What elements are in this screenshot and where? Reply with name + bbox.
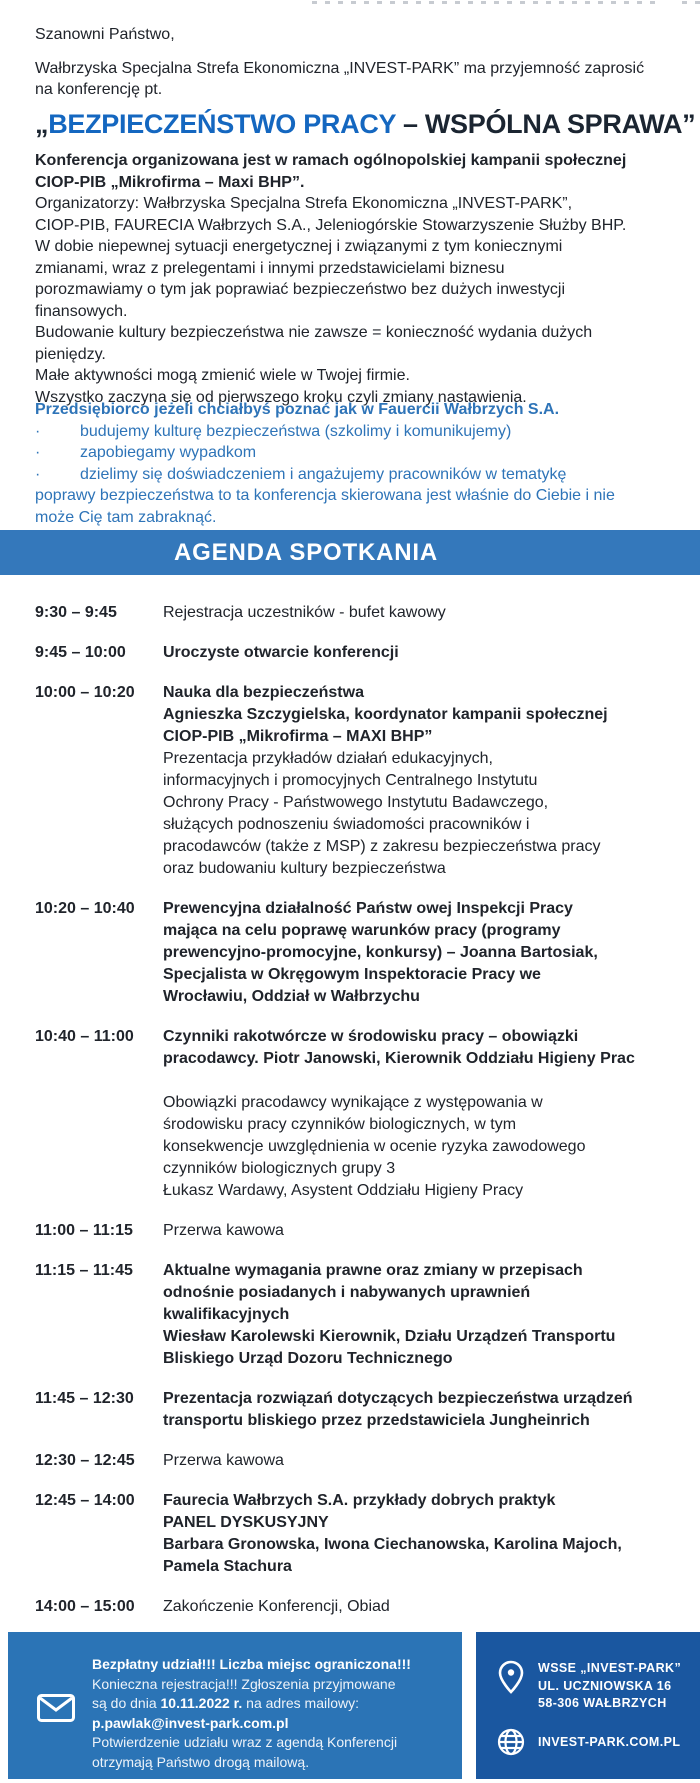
text-line: Prezentacja rozwiązań dotyczących bezpieczeństwa urządzeń xyxy=(163,1390,633,1407)
text-line: CIOP-PIB, FAURECIA Wałbrzych S.A., Jeleniogórskie Stowarzyszenie Służby BHP. xyxy=(35,216,627,234)
location-pin-icon xyxy=(496,1660,526,1694)
agenda-description xyxy=(163,642,675,664)
text-line: Organizatorzy: Wałbrzyska Specjalna Strefa Ekonomiczna „INVEST-PARK”, xyxy=(35,195,573,212)
agenda-time: 11:00 – 11:15 xyxy=(35,1222,133,1239)
address-name: WSSE „INVEST-PARK” xyxy=(538,1661,682,1675)
registration-box xyxy=(8,1632,462,1779)
agenda-description xyxy=(163,1388,675,1432)
address-text xyxy=(538,1660,681,1713)
text-line: odnośnie posiadanych i nabywanych uprawnień xyxy=(163,1284,531,1301)
bullet-text: dzielimy się doświadczeniem i angażujemy pracowników w tematykę xyxy=(80,465,567,483)
text-line: W dobie niepewnej sytuacji energetycznej i związanymi z tym koniecznymi xyxy=(35,238,563,255)
agenda-time: 12:45 – 14:00 xyxy=(35,1492,135,1509)
agenda-time: 14:00 – 15:00 xyxy=(35,1598,135,1615)
agenda-time: 12:30 – 12:45 xyxy=(35,1452,135,1469)
text-line: Wiesław Karolewski Kierownik, Działu Urządzeń Transportu xyxy=(163,1328,616,1345)
text-line: oraz budowaniu kultury bezpieczeństwa xyxy=(163,860,446,877)
agenda-time: 11:45 – 12:30 xyxy=(35,1390,134,1407)
text-line: Konferencja organizowana jest w ramach ogólnopolskiej kampanii społecznej xyxy=(35,152,627,169)
address-city: 58-306 WAŁBRZYCH xyxy=(538,1696,667,1710)
footer-section xyxy=(0,1632,700,1779)
agenda-description xyxy=(163,1220,675,1242)
envelope-icon xyxy=(37,1694,75,1722)
text-line: Uroczyste otwarcie konferencji xyxy=(163,644,399,661)
text-line: Wrocławiu, Oddział w Wałbrzychu xyxy=(163,988,420,1005)
text-line: mająca na celu poprawę warunków pracy (programy xyxy=(163,922,561,939)
agenda-item xyxy=(35,1388,675,1432)
invite-section xyxy=(35,399,670,528)
title-open-quote: „ xyxy=(35,108,49,139)
text-line: pieniędzy. xyxy=(35,345,106,363)
intro-paragraph xyxy=(35,58,670,101)
text-line: transportu bliskiego przez przedstawiciela Jungheinrich xyxy=(163,1412,590,1429)
text-line: Przerwa kawowa xyxy=(163,1222,284,1239)
lead-paragraph xyxy=(35,150,670,408)
text-line: CIOP-PIB „Mikrofirma – Maxi BHP”. xyxy=(35,173,305,191)
agenda-item xyxy=(35,1220,675,1242)
text-line: Ochrony Pracy - Państwowego Instytutu Badawczego, xyxy=(163,794,549,811)
agenda-item xyxy=(35,1596,675,1618)
title-blue-part: BEZPIECZEŃSTWO PRACY xyxy=(48,108,396,139)
text-line: Rejestracja uczestników - bufet kawowy xyxy=(163,604,446,621)
agenda-time: 10:20 – 10:40 xyxy=(35,900,135,917)
greeting-text: Szanowni Państwo, xyxy=(35,26,175,43)
text-line: Bliskiego Urząd Dozoru Technicznego xyxy=(163,1350,453,1367)
registration-email-link[interactable]: p.pawlak@invest-park.com.pl xyxy=(92,1714,289,1731)
text-line: Obowiązki pracodawcy wynikające z występowania w xyxy=(163,1094,543,1111)
intro-line: na konferencję pt. xyxy=(35,81,163,98)
deadline-date: 10.11.2022 r. xyxy=(160,1695,243,1711)
cropped-text-artifact xyxy=(682,1,700,4)
agenda-item xyxy=(35,602,675,624)
registration-required-line: Konieczna rejestracja!!! Zgłoszenia przyjmowane xyxy=(92,1675,396,1692)
text-line: Aktualne wymagania prawne oraz zmiany w przepisach xyxy=(163,1262,583,1279)
invite-bullet-list xyxy=(35,421,670,486)
agenda-description xyxy=(163,1490,675,1578)
text-line: Łukasz Wardawy, Asystent Oddziału Higieny Pracy xyxy=(163,1182,524,1199)
address-street: UL. UCZNIOWSKA 16 xyxy=(538,1678,672,1693)
invite-closing xyxy=(35,485,670,528)
text-line: czynników biologicznych grupy 3 xyxy=(163,1160,396,1177)
agenda-item xyxy=(35,1260,675,1370)
text-line: Czynniki rakotwórcze w środowisku pracy – obowiązki xyxy=(163,1028,579,1045)
website-link[interactable]: INVEST-PARK.COM.PL xyxy=(538,1735,681,1749)
agenda-description xyxy=(163,1260,675,1370)
text-line: Wszystko zaczyna się od pierwszego kroku czyli zmiany nastawienia. xyxy=(35,388,527,406)
text-line: kwalifikacyjnych xyxy=(163,1306,290,1323)
text-line: CIOP-PIB „Mikrofirma – MAXI BHP” xyxy=(163,728,433,745)
agenda-description xyxy=(163,1026,675,1202)
agenda-description xyxy=(163,602,675,624)
agenda-description xyxy=(163,1450,675,1472)
agenda-list xyxy=(35,602,675,1636)
text-line: PANEL DYSKUSYJNY xyxy=(163,1514,329,1531)
registration-text xyxy=(92,1655,454,1772)
text-line: Zakończenie Konferencji, Obiad xyxy=(163,1598,390,1615)
agenda-description xyxy=(163,1596,675,1618)
confirmation-line: otrzymają Państwo drogą mailową. xyxy=(92,1753,310,1770)
agenda-time: 9:45 – 10:00 xyxy=(35,644,126,661)
text-line: konsekwencje uwzględnienia w ocenie ryzyka zawodowego xyxy=(163,1138,586,1155)
agenda-time: 9:30 – 9:45 xyxy=(35,604,117,621)
bullet-dot: · xyxy=(35,422,41,440)
bullet-text: budujemy kulturę bezpieczeństwa (szkolimy i komunikujemy) xyxy=(80,422,512,440)
agenda-item xyxy=(35,682,675,880)
agenda-time: 10:40 – 11:00 xyxy=(35,1028,134,1045)
page-title xyxy=(35,108,696,139)
text-line: zmianami, wraz z prelegentami i innymi przedstawicielami biznesu xyxy=(35,259,505,277)
agenda-item xyxy=(35,898,675,1008)
deadline-post: na adres mailowy: xyxy=(242,1695,359,1711)
agenda-time: 10:00 – 10:20 xyxy=(35,684,135,701)
agenda-time: 11:15 – 11:45 xyxy=(35,1262,133,1279)
agenda-description xyxy=(163,682,675,880)
invite-bullet xyxy=(35,464,670,486)
agenda-item xyxy=(35,1450,675,1472)
text-line: Budowanie kultury bezpieczeństwa nie zawsze = konieczność wydania dużych xyxy=(35,324,593,341)
text-line xyxy=(163,1070,675,1092)
deadline-pre: są do dnia xyxy=(92,1695,161,1711)
website-row xyxy=(496,1728,680,1756)
bullet-dot: · xyxy=(35,465,41,483)
free-participation-line: Bezpłatny udział!!! Liczba miejsc ograniczona!!! xyxy=(92,1656,411,1672)
text-line: pracodawcy. Piotr Janowski, Kierownik Oddziału Higieny Prac xyxy=(163,1050,635,1067)
agenda-item xyxy=(35,642,675,664)
text-line: może Cię tam zabraknąć. xyxy=(35,508,217,526)
bullet-dot: · xyxy=(35,444,41,461)
bullet-text: zapobiegamy wypadkom xyxy=(80,444,257,461)
confirmation-line: Potwierdzenie udziału wraz z agendą Konferencji xyxy=(92,1734,398,1750)
text-line: Przerwa kawowa xyxy=(163,1452,284,1469)
text-line: finansowych. xyxy=(35,302,128,320)
deadline-line xyxy=(92,1694,454,1714)
text-line: środowisku pracy czynników biologicznych, w tym xyxy=(163,1116,517,1133)
invite-heading: Przedsiębiorco jeżeli chciałbyś poznać jak w Fauercii Wałbrzych S.A. xyxy=(35,401,560,418)
text-line: Agnieszka Szczygielska, koordynator kampanii społecznej xyxy=(163,706,608,723)
agenda-item xyxy=(35,1490,675,1578)
agenda-description xyxy=(163,898,675,1008)
globe-icon xyxy=(496,1728,526,1756)
address-row xyxy=(496,1660,681,1713)
invite-bullet xyxy=(35,442,670,464)
text-line: poprawy bezpieczeństwa to ta konferencja skierowana jest właśnie do Ciebie i nie xyxy=(35,487,615,504)
text-line: Faurecia Wałbrzych S.A. przykłady dobrych praktyk xyxy=(163,1492,556,1509)
text-line: prewencyjno-promocyjne, konkursy) – Joanna Bartosiak, xyxy=(163,944,598,961)
text-line: porozmawiamy o tym jak poprawiać bezpieczeństwo bez dużych inwestycji xyxy=(35,281,565,298)
text-line: Prezentacja przykładów działań edukacyjnych, xyxy=(163,750,493,767)
text-line: Nauka dla bezpieczeństwa xyxy=(163,684,364,701)
text-line: Małe aktywności mogą zmienić wiele w Twojej firmie. xyxy=(35,367,410,384)
address-box xyxy=(476,1632,700,1779)
invite-bullet xyxy=(35,421,670,443)
header-section xyxy=(35,0,696,408)
intro-line: Wałbrzyska Specjalna Strefa Ekonomiczna „INVEST-PARK” ma przyjemność zaprosić xyxy=(35,59,645,77)
text-line: informacyjnych i promocyjnych Centralnego Instytutu xyxy=(163,772,538,789)
text-line: Specjalista w Okręgowym Inspektoracie Pracy we xyxy=(163,966,541,983)
title-dark-part: – WSPÓLNA SPRAWA” xyxy=(395,108,696,139)
text-line: Barbara Gronowska, Iwona Ciechanowska, Karolina Majoch, xyxy=(163,1536,622,1553)
text-line: służących podnoszeniu świadomości pracowników i xyxy=(163,816,530,833)
agenda-item xyxy=(35,1026,675,1202)
text-line: pracodawców (także z MSP) z zakresu bezpieczeństwa pracy xyxy=(163,838,601,855)
text-line: Prewencyjna działalność Państw owej Inspekcji Pracy xyxy=(163,900,573,917)
agenda-banner: AGENDA SPOTKANIA xyxy=(0,530,700,575)
text-line: Pamela Stachura xyxy=(163,1558,292,1575)
